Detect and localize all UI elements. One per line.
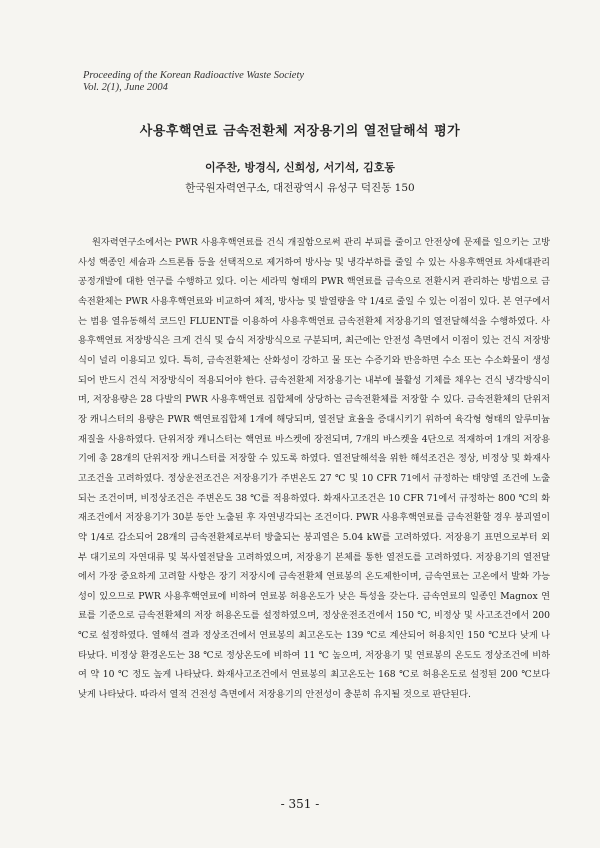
journal-name: Proceeding of the Korean Radioactive Waste Society bbox=[83, 70, 305, 81]
abstract-body: 원자력연구소에서는 PWR 사용후핵연료를 건식 개질함으로써 관리 부피를 줄이고 안전상에 문제를 일으키는 고방사성 핵종인 세슘과 스트론튬 등을 선택적으로 제거하여 방사능 및 냉각부하를 줄일 수 있는 사용후핵연료 차세대관리 공정개발에 대한 연구를 수행하고 있다. 이는 세라믹 형태의 PWR 핵연료를 금속으로 전환시켜 관리하는 방법으로 금속전환체는 PWR 사용후핵연료와 비교하여 체적, 방사능 및 발열량을 약 1/4로 줄일 수 있는 이점이 있다. 본 연구에서는 범용 열유동해석 코드인 FLUENT를 이용하여 사용후핵연료 금속전환체 저장용기의 열전달해석을 수행하였다. 사용후핵연료 저장방식은 크게 건식 및 습식 저장방식으로 구분되며, 최근에는 안전성 측면에서 이점이 있는 건식 저장방식이 널리 이용되고 있다. 특히, 금속전환체는 산화성이 강하고 물 또는 수증기와 반응하면 수소 또는 수소화물이 생성되어 반드시 건식 저장방식이 적용되어야 한다. 금속전환체 저장용기는 내부에 불활성 기체를 채우는 건식 냉각방식이며, 저장용량은 28 다발의 PWR 사용후핵연료 집합체에 상당하는 금속전환체를 저장할 수 있다. 금속전환체의 단위저장 캐니스터의 용량은 PWR 핵연료집합체 1개에 해당되며, 열전달 효율을 증대시키기 위하여 육각형 형태의 알루미늄 재질을 사용하였다. 단위저장 캐니스터는 핵연료 바스켓에 장전되며, 7개의 바스켓을 4단으로 적재하여 1개의 저장용기에 총 28개의 단위저장 캐니스터를 저장할 수 있도록 하였다. 열전달해석을 위한 해석조건은 정상, 비정상 및 화재사고조건을 고려하였다. 정상운전조건은 저장용기가 주변온도 27 ℃ 및 10 CFR 71에서 규정하는 태양열 조건에 노출되는 조건이며, 비정상조건은 주변온도 38 ℃를 적용하였다. 화재사고조건은 10 CFR 71에서 규정하는 800 ℃의 화재조건에서 저장용기가 30분 동안 노출된 후 자연냉각되는 조건이다. PWR 사용후핵연료를 금속전환할 경우 붕괴열이 약 1/4로 감소되어 28개의 금속전환체로부터 방출되는 붕괴열은 5.04 kW를 고려하였다. 저장용기 표면으로부터 외부 대기로의 자연대류 및 복사열전달을 고려하였으며, 저장용기 본체를 통한 열전도를 고려하였다. 저장용기의 열전달에서 가장 중요하게 고려할 사항은 장기 저장시에 금속전환체 연료봉의 온도제한이며, 금속연료는 고온에서 발화 가능성이 있으므로 PWR 사용후핵연료에 비하여 연료봉 허용온도가 낮은 특성을 갖는다. 금속연료의 일종인 Magnox 연료를 기준으로 금속전환체의 저장 허용온도를 설정하였으며, 정상운전조건에서 150 ℃, 비정상 및 사고조건에서 200 ℃로 설정하였다. 열해석 결과 정상조건에서 연료봉의 최고온도는 139 ℃로 계산되어 허용치인 150 ℃보다 낮게 나타났다. 비정상 환경온도는 38 ℃로 정상온도에 비하여 11 ℃ 높으며, 저장용기 및 연료봉의 온도도 정상조건에 비하여 약 10 ℃ 정도 높게 나타났다. 화재사고조건에서 연료봉의 최고온도는 168 ℃로 허용온도로 설정된 200 ℃보다 낮게 나타났다. 따라서 열적 건전성 측면에서 저장용기의 안전성이 충분히 유지될 것으로 판단된다. bbox=[78, 237, 550, 701]
journal-header bbox=[83, 70, 304, 94]
affiliation: 한국원자력연구소, 대전광역시 유성구 덕진동 150 bbox=[185, 182, 415, 194]
author-list: 이주찬, 방경식, 신희성, 서기석, 김호동 bbox=[204, 161, 396, 174]
paper-title: 사용후핵연료 금속전환체 저장용기의 열전달해석 평가 bbox=[139, 124, 461, 139]
journal-volume: Vol. 2(1), June 2004 bbox=[83, 82, 168, 93]
page-number: - 351 - bbox=[280, 797, 320, 811]
